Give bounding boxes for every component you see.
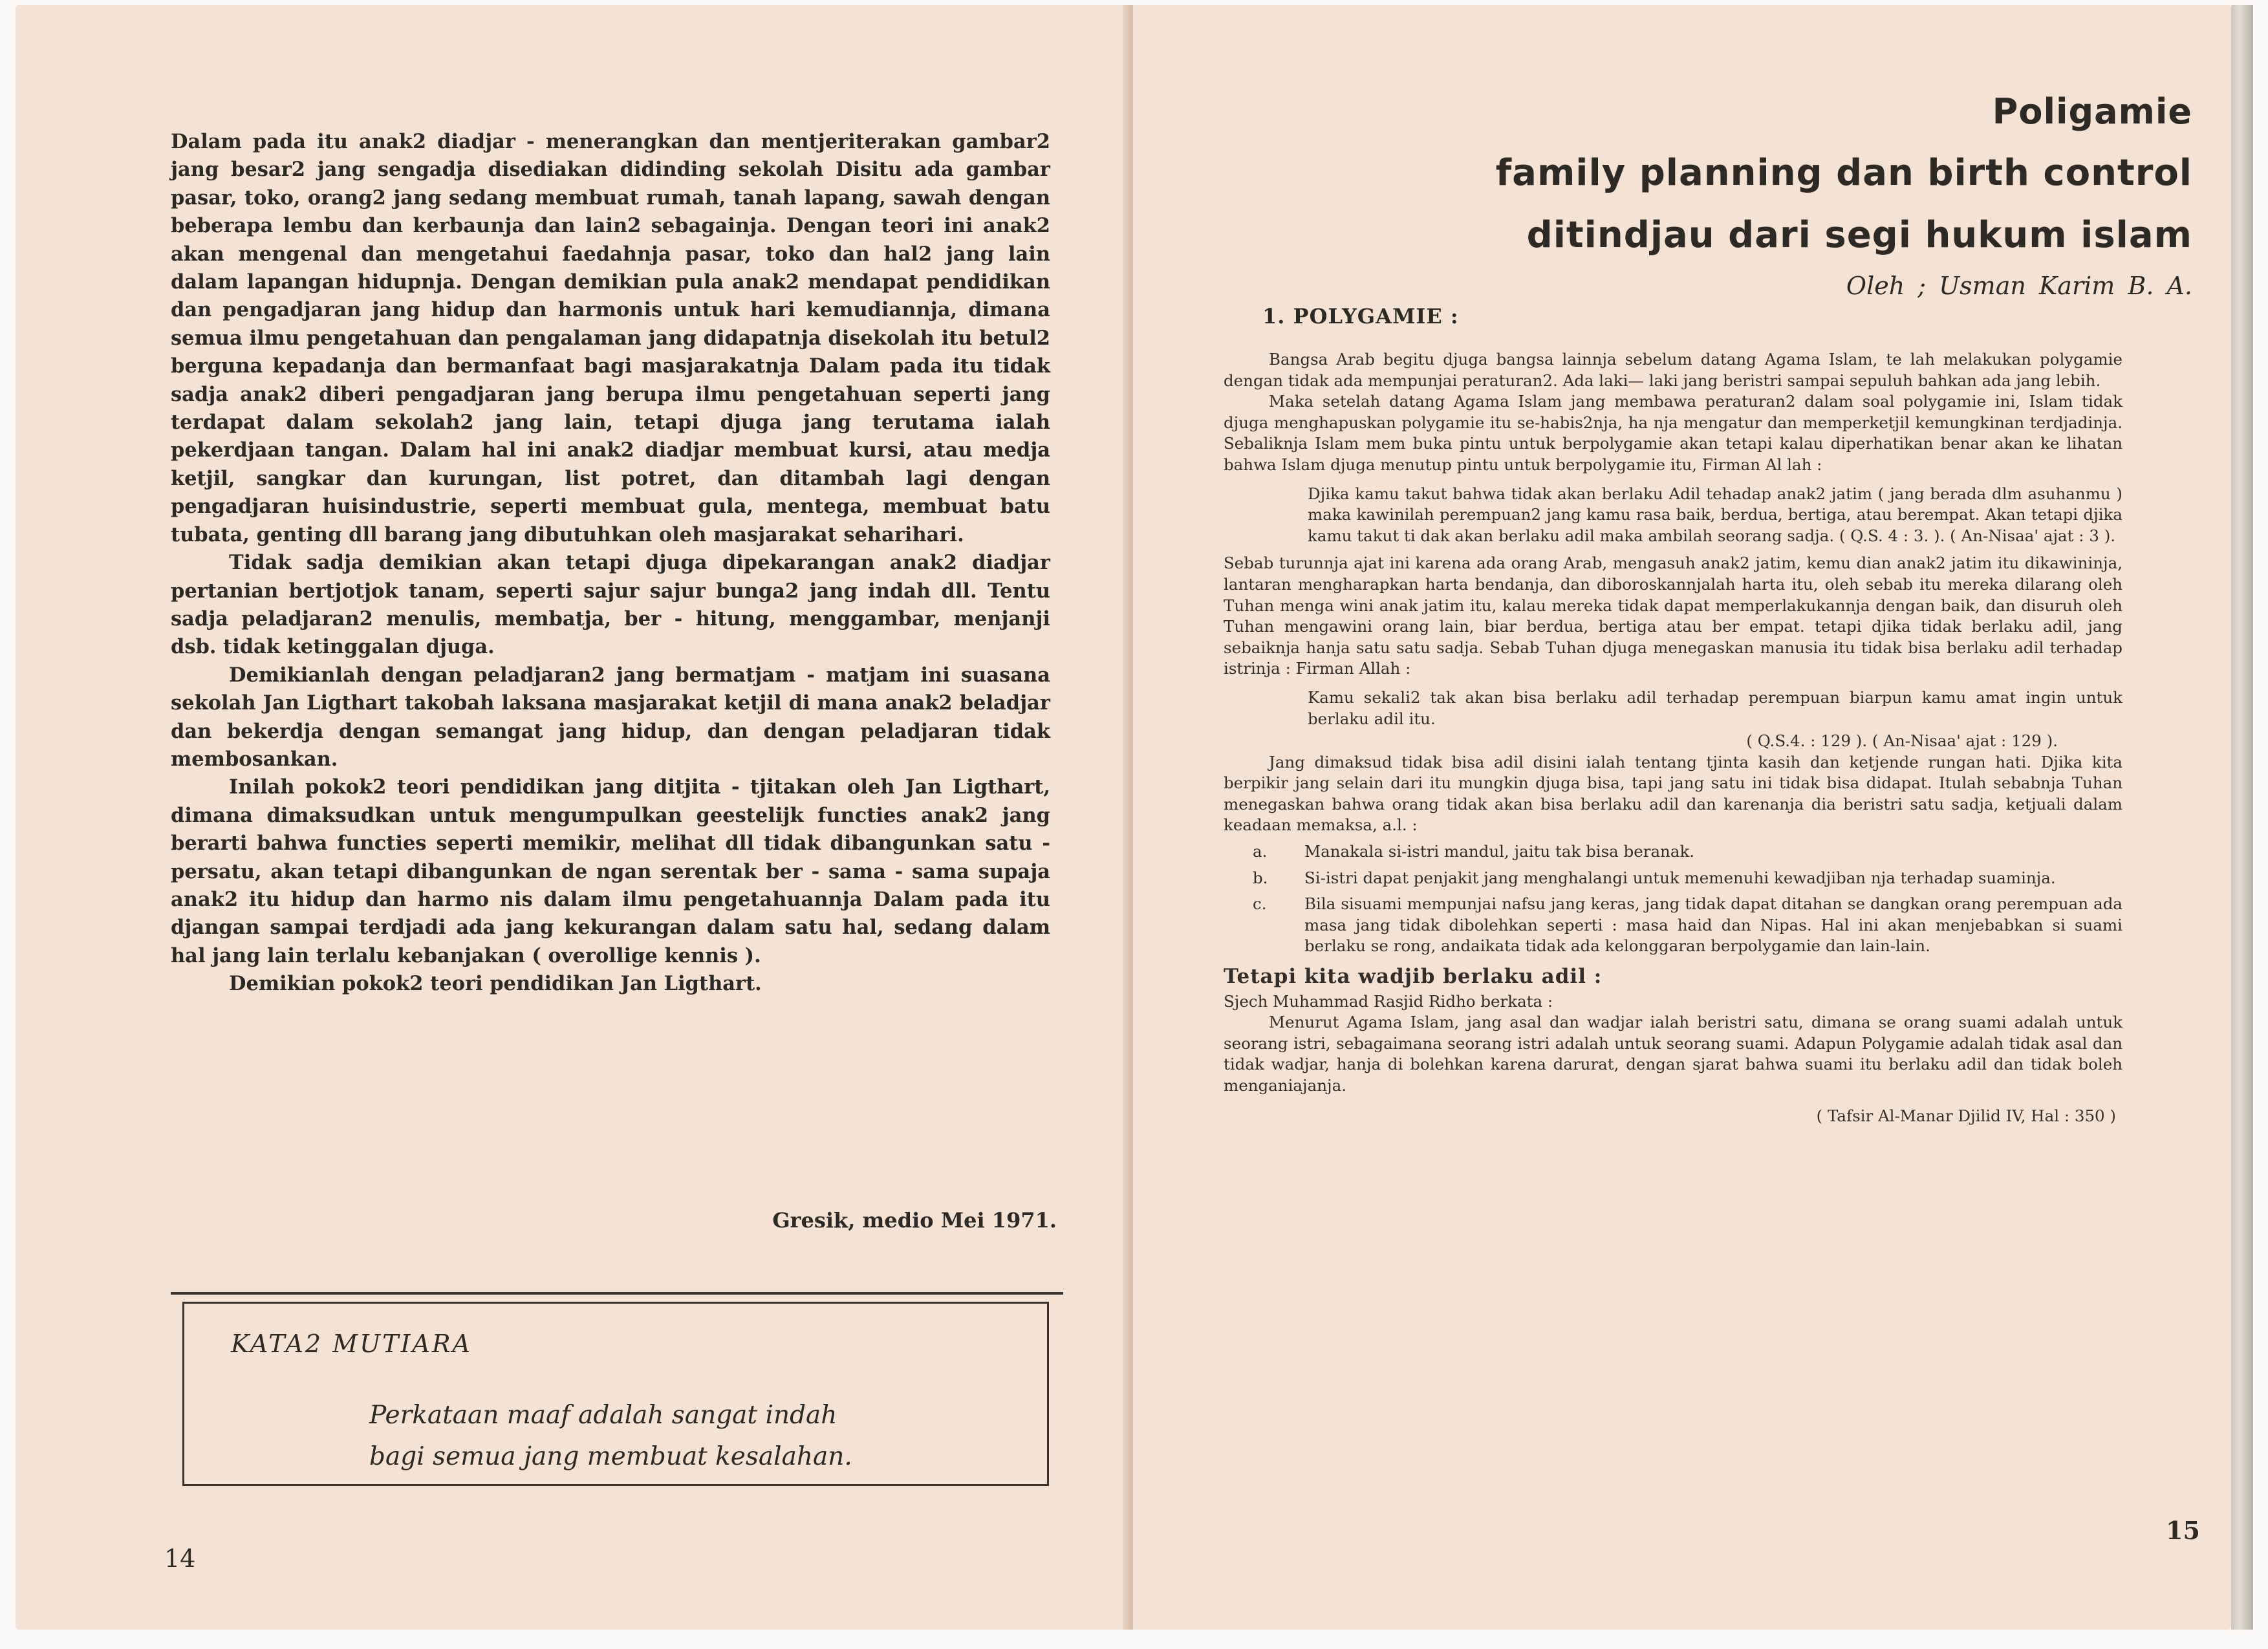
left-paragraph-2: Tidak sadja demikian akan tetapi djuga dipekarangan anak2 diadjar pertanian bertjotjok tanam, seperti sajur sajur bunga2 jang indah dll. Tentu sadja peladjaran2 menulis, membatja, ber - hitung, menggambar, menjanji dsb. tidak ketinggalan djuga. [171,551,1050,659]
quran-quote-2-reference: ( Q.S.4. : 129 ). ( An-Nisaa' ajat : 129 ). [1746,731,2058,751]
section-heading: 1. POLYGAMIE : [1262,304,1459,329]
quote-line-1: Perkataan maaf adalah sangat indah [369,1401,837,1430]
left-paragraph-1: Dalam pada itu anak2 diadjar - menerangkan dan mentjeriterakan gambar2 jang besar2 jang sengadja disediakan didinding sekolah Disitu ada gambar pasar, toko, orang2 jang sedang membuat rumah, tanah lapang, sawah dengan beberapa lembu dan kerbaunja dan lain2 sebagainja. Dengan teori ini anak2 akan mengenal dan mengetahui faedahnja pasar, toko dan hal2 jang lain dalam lapangan hidupnja. Dengan demikian pula anak2 mendapat pendidikan dan pengadjaran jang hidup dan harmonis untuk hari kemudiannja, dimana semua ilmu pengetahuan dan pengalaman jang didapatnja disekolah itu betul2 berguna kepadanja dan bermanfaat bagi masjarakatnja Dalam pada itu tidak sadja anak2 diberi pengadjaran jang berupa ilmu pengetahuan seperti jang terdapat dalam sekolah2 jang lain, tetapi djuga jang terutama ialah pekerdjaan tangan. Dalam hal ini anak2 diadjar membuat kursi, atau medja ketjil, sangkar dan kurungan, list potret, dan ditambah lagi dengan pengadjaran huisindustrie, seperti membuat gula, mentega, membuat batu tubata, genting dll barang jang dibutuhkan oleh masjarakat seharihari. [171,130,1050,546]
left-page [16,5,1128,1630]
right-paragraph-5: Sjech Muhammad Rasjid Ridho berkata : [1224,991,1553,1011]
divider-rule [171,1292,1063,1295]
right-paragraph-3: Sebab turunnja ajat ini karena ada orang Arab, mengasuh anak2 jatim, kemu dian anak2 jatim itu dikawininja, lantaran mengharapkan harta bendanja, dan diboroskannjalah harta itu, oleh sebab itu mereka dilarang oleh Tuhan menga wini anak jatim itu, kalau mereka tidak dapat memperlakukannja dengan baik, dan disuruh oleh Tuhan mengawini orang lain, biar berdua, bertiga atau ber empat. tetapi djika tidak berlaku adil, jang sebaiknja hanja satu satu sadja. Sebab Tuhan djuga menegaskan manusia itu tidak bisa berlaku adil terhadap istrinja : Firman Allah : [1224,554,2122,678]
left-paragraph-4: Inilah pokok2 teori pendidikan jang ditjita - tjitakan oleh Jan Ligthart, dimana dimaksudkan untuk mengumpulkan geestelijk functies anak2 jang berarti bahwa functies seperti memikir, melihat dll tidak dibangunkan satu - persatu, akan tetapi dibangunkan de ngan serentak ber - sama - sama supaja anak2 itu hidup dan harmo nis dalam ilmu pengetahuannja Dalam pada itu djangan sampai terdjadi ada jang kekurangan dalam satu hal, sedang dalam hal jang lain terlalu kebanjakan ( overollige kennis ). [171,775,1050,967]
quran-quote-2: Kamu sekali2 tak akan bisa berlaku adil terhadap perempuan biarpun kamu amat ingin untuk berlaku adil itu. [1308,687,2122,728]
left-body-text [171,128,1050,998]
page-edge-shadow [2231,5,2253,1630]
title-line-2: family planning dan birth control [1495,152,2192,194]
right-paragraph-6: Menurut Agama Islam, jang asal dan wadjar ialah beristri satu, dimana se orang suami adalah untuk seorang istri, sebagaimana seorang istri adalah untuk seorang suami. Adapun Polygamie adalah tidak asal dan tidak wadjar, hanja di bolehkan karena darurat, dengan sjarat bahwa suami itu berlaku adil dan tidak boleh menganiajanja. [1224,1013,2122,1095]
quran-quote-1: Djika kamu takut bahwa tidak akan berlaku Adil tehadap anak2 jatim ( jang berada dlm asuhanmu ) maka kawinilah perempuan2 jang kamu rasa baik, berdua, bertiga, atau berempat. Akan tetapi djika kamu takut ti dak akan berlaku adil maka ambilah seorang sadja. ( Q.S. 4 : 3. ). ( An-Nisaa' ajat : 3 ). [1308,484,2122,545]
quote-box-title: KATA2 MUTIARA [231,1330,472,1358]
quote-line-2: bagi semua jang membuat kesalahan. [369,1442,852,1471]
right-page [1133,5,2231,1630]
list-text: Manakala si-istri mandul, jaitu tak bisa beranak. [1304,842,1695,861]
left-paragraph-5: Demikian pokok2 teori pendidikan Jan Ligthart. [229,972,762,996]
list-item [1224,841,2122,863]
page-number-left: 14 [164,1544,196,1573]
tafsir-citation: ( Tafsir Al-Manar Djilid IV, Hal : 350 ) [1816,1106,2116,1125]
list-marker: b. [1253,868,1268,887]
title-line-1: Poligamie [1992,91,2192,132]
author-byline: Oleh ; Usman Karim B. A. [1846,272,2192,300]
list-text: Si-istri dapat penjakit jang menghalangi untuk memenuhi kewadjiban nja terhadap suaminja. [1304,868,2056,887]
list-item [1224,894,2122,957]
title-line-3: ditindjau dari segi hukum islam [1526,214,2192,256]
list-text: Bila sisuami mempunjai nafsu jang keras, jang tidak dapat ditahan se dangkan orang perempuan ada masa jang tidak dibolehkan seperti : masa haid dan Nipas. Hal ini akan menjebabkan si suami berlaku se rong, andaikata tidak ada kelonggaran berpolygamie dan lain-lain. [1304,894,2122,956]
left-paragraph-3: Demikianlah dengan peladjaran2 jang bermatjam - matjam ini suasana sekolah Jan Ligthart takobah laksana masjarakat ketjil di mana anak2 beladjar dan bekerdja dengan semangat jang hidup, dan dengan peladjaran tidak membosankan. [171,663,1050,771]
subheading-adil: Tetapi kita wadjib berlaku adil : [1224,965,1603,989]
list-marker: a. [1253,842,1268,861]
right-paragraph-4: Jang dimaksud tidak bisa adil disini ialah tentang tjinta kasih dan ketjende rungan hati. Djika kita berpikir jang selain dari itu mungkin djuga bisa, tapi jang satu ini tidak bisa didapat. Itulah sebabnja Tuhan menegaskan bahwa orang tidak akan bisa berlaku adil dan karenanja dia beristri satu sadja, ketjuali dalam keadaan memaksa, a.l. : [1224,752,2122,835]
right-paragraph-1: Bangsa Arab begitu djuga bangsa lainnja sebelum datang Agama Islam, te lah melakukan polygamie dengan tidak ada mempunjai peraturan2. Ada laki— laki jang beristri sampai sepuluh bahkan ada jang lebih. [1224,350,2122,390]
right-body-text [1224,349,2122,1126]
page-number-right: 15 [2166,1516,2200,1545]
article-title [1416,89,2192,266]
list-item [1224,868,2122,889]
quote-box [182,1302,1049,1486]
list-marker: c. [1253,894,1267,914]
signoff-place-date: Gresik, medio Mei 1971. [772,1208,1057,1233]
right-paragraph-2: Maka setelah datang Agama Islam jang membawa peraturan2 dalam soal polygamie ini, Islam tidak djuga menghapuskan polygamie itu se-habis2nja, ha nja mengatur dan memperketjil kemungkinan terdjadinja. Sebaliknja Islam mem buka pintu untuk berpolygamie akan tetapi kalau diperhatikan benar akan ke lihatan bahwa Islam djuga menutup pintu untuk berpolygamie itu, Firman Al lah : [1224,392,2122,474]
